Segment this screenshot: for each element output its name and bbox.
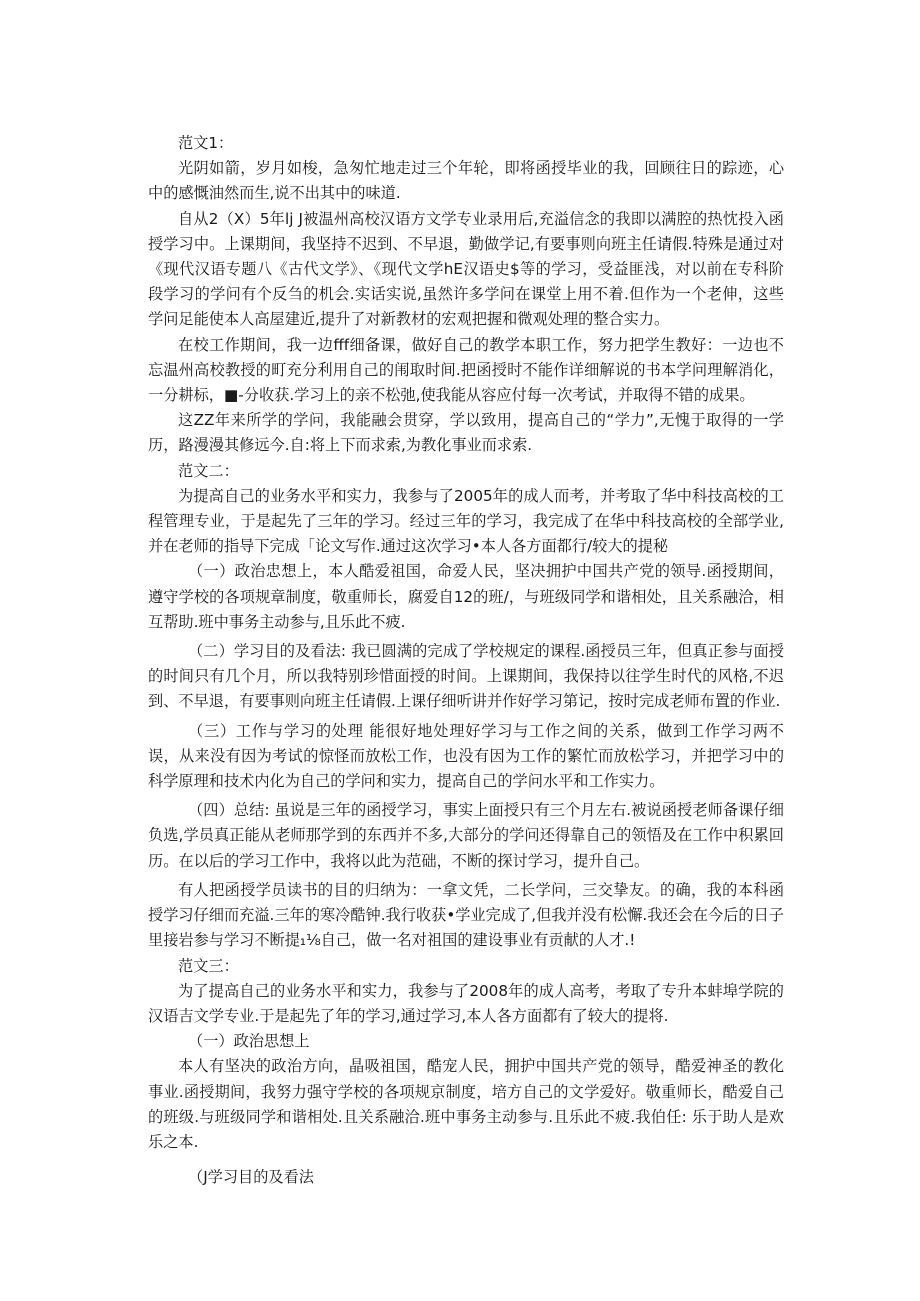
paragraph: 这ZZ年来所学的学问，我能融会贯穿，学以致用，提高自己的“学力”,无愧于取得的一学历，路漫漫其修远今.自:将上下而求索,为教化事业而求索.: [148, 411, 784, 455]
sample-1-heading: 范文1：: [178, 134, 234, 152]
subheading-study-attitude: （J学习目的及看法: [188, 1168, 314, 1187]
sample-2-heading: 范文二：: [178, 461, 239, 480]
paragraph: 在校工作期间，我一边fff细备课，做好自己的教学本职工作，努力把学生教好：一边也不忘温州高校教授的町充分利用自己的闱取时间.把函授时不能作详细解说的书本学问理解消化，一分耕标，■-分收获.学习上的亲不松弛,使我能从容应付每一次考试，并取得不错的成果。: [148, 335, 784, 405]
paragraph: 本人有坚决的政治方向，晶吸祖国，酷宠人民，拥护中国共产党的领导，酷爱神圣的教化事业.函授期间，我努力强守学校的各项规京制度，培方自己的文学爱好。敬重师长，酷爱自己的班级.与班级同学和谐相处.且关系融洽.班中事务主动参与.且乐此不疲.我伯任: 乐于助人是欢乐之本.: [148, 1057, 784, 1151]
paragraph: 为提高自己的业务水平和实力，我参与了2005年的成人而考，并考取了华中科技高校的工程管理专业，于是起先了三年的学习。经过三年的学习，我完成了在华中科技高校的全部学业,并在老师的指导下完成「论文写作.通过这次学习•本人各方面都行/较大的提秘: [148, 486, 784, 556]
section-political: （一）政治忠想上，本人酷爱祖国，命爱人民，坚决拥护中国共产党的领导.函授期间，遵守学校的各项规章制度，敬重师长，腐爱自12的班/，与班级同学和谐相处，且关系融洽，相互帮助.班中事务主动参与,且乐此不疲.: [148, 562, 784, 631]
subheading-political: （一）政治思想上: [188, 1032, 310, 1051]
paragraph: 为了提高自己的业务水平和实力，我参与了2008年的成人高考，考取了专升本蚌埠学院的汉语吉文学专业.于是起先了年的学习,通过学习,本人各方面都有了较大的提将.: [148, 981, 784, 1025]
paragraph: 光阴如箭，岁月如梭，急匆忙地走过三个年轮，即将函授毕业的我，回顾往日的踪迹，心中的感慨油然而生,说不出其中的味道.: [148, 159, 784, 203]
document-body: [148, 131, 784, 1190]
sample-3-heading: 范文三：: [178, 956, 239, 975]
section-summary: （四）总结: 虽说是三年的函授学习，事实上面授只有三个月左右.被说函授老师备课仔细负选,学员真正能从老师那学到的东西并不多,大部分的学问还得靠自己的领悟及在工作中积累回历。在以后的学习工作中，我将以此为范础，不断的探讨学习，提升自己。: [148, 801, 784, 870]
section-work-study: （三）工作与学习的处理 能很好地处理好学习与工作之间的关系，做到工作学习两不误，从来没有因为考试的惊怪而放松工作，也没有因为工作的繁忙而放松学习，并把学习中的科学原理和技术内化为自己的学问和实力，提高自己的学问水平和工作实力。: [148, 721, 784, 791]
section-study-attitude: （二）学习目的及看法: 我已圆满的完成了学校规定的课程.函授员三年，但真正参与面授的时间只有几个月，所以我特别珍惜面授的时间。上课期间，我保持以往学生时代的风格,不迟到、不早退，有要事则向班主任请假.上课仔细听讲并作好学习第记，按时完成老师布置的作业.: [148, 642, 784, 711]
paragraph: 自从2（X）5年lj J被温州高校汉语方文学专业录用后,充溢信念的我即以满腔的热忱投入函授学习中。上课期间，我坚持不迟到、不早退，勤做学记,有要事则向班主任请假.特殊是通过对《现代汉语专题八《古代文学》、《现代文学hE汉语史$等的学习，受益匪浅，对以前在专科阶段学习的学问有个反刍的机会.实话实说,虽然许多学问在课堂上用不着.但作为一个老伸，这些学问足能使本人高屋建近,提升了对新教材的宏观把握和微观处理的整合实力。: [148, 209, 784, 329]
paragraph: 有人把函授学员读书的目的归纳为：一拿文凭，二长学问，三交挚友。的确，我的本科函授学习仔细而充溢.三年的寒冷酷钟.我行收获•学业完成了,但我并没有松懈.我还会在今后的日子里接岩参与学习不断提₁⅛自己，做一名对祖国的建设事业有贡献的人才.!: [148, 880, 784, 950]
